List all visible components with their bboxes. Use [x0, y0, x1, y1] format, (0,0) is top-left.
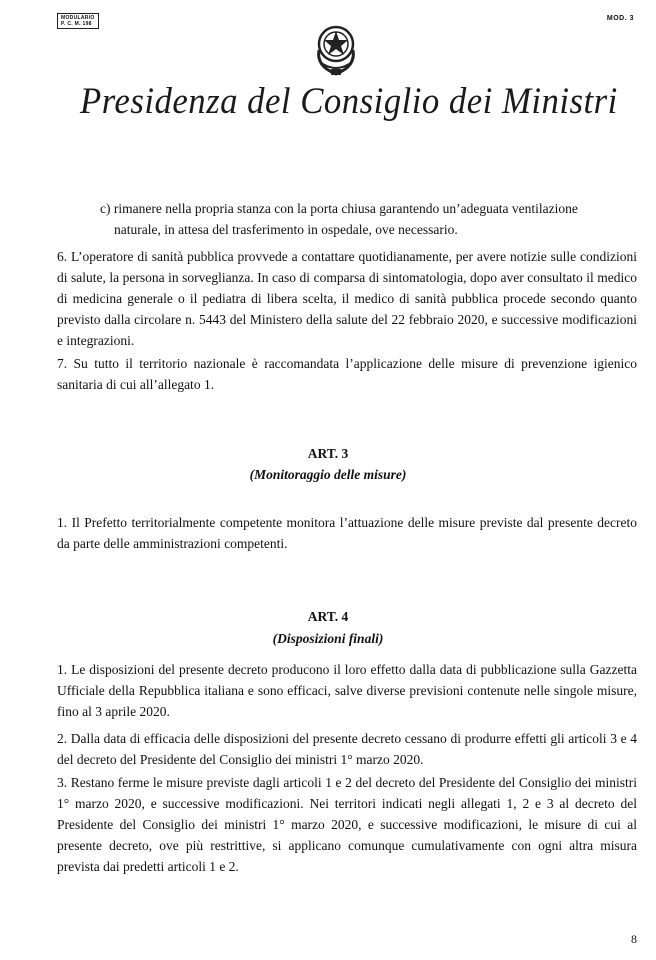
page-number: 8 [631, 932, 637, 946]
emblem-icon [313, 20, 359, 78]
form-code-line2: P. C. M. 198 [61, 21, 92, 27]
institution-heading: Presidenza del Consiglio dei Ministri [80, 81, 618, 122]
art4-paragraph-3: 3. Restano ferme le misure previste dagli articoli 1 e 2 del decreto del Presidente del Consiglio dei ministri 1° marzo 2020, e successive modificazioni. Nei territori indicati negli allegati 1, 2 e 3 al decreto del Presidente del Consiglio dei ministri 1° marzo 2020, e successive modificazioni, le misure di cui al presente decreto, ove più restrittive, si applicano comunque cumulativamente con ogni altra misura prevista dai predetti articoli 1 e 2. [57, 775, 637, 874]
art3-paragraph-1: 1. Il Prefetto territorialmente competente monitora l’attuazione delle misure previste dal presente decreto da parte delle amministrazioni competenti. [57, 515, 637, 551]
paragraph-c-line2: naturale, in attesa del trasferimento in ospedale, ove necessario. [114, 222, 458, 237]
art3-title: ART. 3 [307, 446, 349, 461]
mod-label: MOD. 3 [606, 15, 634, 22]
art4-subtitle: (Disposizioni finali) [272, 631, 384, 646]
form-code-box [57, 13, 99, 29]
art4-paragraph-2: 2. Dalla data di efficacia delle disposizioni del presente decreto cessano di produrre effetti gli articoli 3 e 4 del decreto del Presidente del Consiglio dei ministri 1° marzo 2020. [57, 731, 637, 767]
art4-title: ART. 4 [307, 609, 349, 624]
paragraph-c-line1: c) rimanere nella propria stanza con la porta chiusa garantendo un’adeguata ventilazione [100, 201, 578, 216]
art4-paragraph-1: 1. Le disposizioni del presente decreto producono il loro effetto dalla data di pubblicazione sulla Gazzetta Ufficiale della Repubblica italiana e sono efficaci, salve diverse previsioni contenute nelle singole misure, fino al 3 aprile 2020. [57, 662, 637, 719]
paragraph-7: 7. Su tutto il territorio nazionale è raccomandata l’applicazione delle misure di prevenzione igienico sanitaria di cui all’allegato 1. [57, 356, 637, 392]
art3-subtitle: (Monitoraggio delle misure) [249, 467, 407, 482]
paragraph-6: 6. L’operatore di sanità pubblica provvede a contattare quotidianamente, per avere notizie sulle condizioni di salute, la persona in sorveglianza. In caso di comparsa di sintomatologia, dopo aver consultato il medico di medicina generale o il pediatra di libera scelta, il medico di sanità pubblica procede secondo quanto previsto dalla circolare n. 5443 del Ministero della salute del 22 febbraio 2020, e successive modificazioni e integrazioni. [57, 249, 637, 348]
form-code-line1: MODULARIO [61, 15, 95, 21]
paragraph-c [57, 198, 637, 240]
